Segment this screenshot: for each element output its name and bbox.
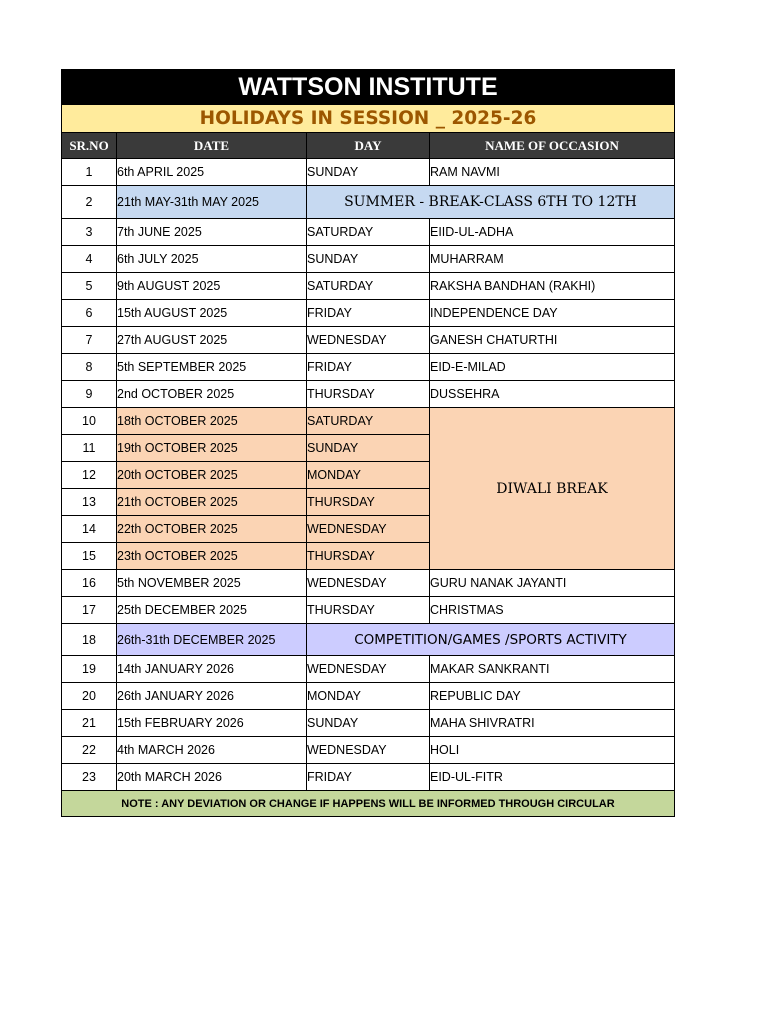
- date-cell: 20th OCTOBER 2025: [117, 462, 307, 489]
- sr-no-cell: 11: [62, 435, 117, 462]
- header-sr-no: SR.NO: [62, 133, 117, 159]
- day-cell: SUNDAY: [307, 710, 430, 737]
- diwali-break-cell: DIWALI BREAK: [430, 408, 675, 570]
- sr-no-cell: 4: [62, 246, 117, 273]
- table-row: [62, 246, 675, 273]
- date-cell: 25th DECEMBER 2025: [117, 597, 307, 624]
- day-cell: MONDAY: [307, 462, 430, 489]
- date-cell: 23th OCTOBER 2025: [117, 543, 307, 570]
- date-cell: 22th OCTOBER 2025: [117, 516, 307, 543]
- day-cell: WEDNESDAY: [307, 737, 430, 764]
- date-cell: 26th-31th DECEMBER 2025: [117, 624, 307, 656]
- occasion-cell: RAM NAVMI: [430, 159, 675, 186]
- occasion-cell: INDEPENDENCE DAY: [430, 300, 675, 327]
- occasion-cell: GANESH CHATURTHI: [430, 327, 675, 354]
- table-row: [62, 327, 675, 354]
- date-cell: 2nd OCTOBER 2025: [117, 381, 307, 408]
- table-row: [62, 354, 675, 381]
- sr-no-cell: 13: [62, 489, 117, 516]
- day-cell: WEDNESDAY: [307, 570, 430, 597]
- header-day: DAY: [307, 133, 430, 159]
- table-row: [62, 737, 675, 764]
- table-row: [62, 408, 675, 435]
- occasion-cell: RAKSHA BANDHAN (RAKHI): [430, 273, 675, 300]
- day-cell: THURSDAY: [307, 543, 430, 570]
- table-row: [62, 624, 675, 656]
- table-row: [62, 683, 675, 710]
- day-cell: FRIDAY: [307, 764, 430, 791]
- sr-no-cell: 3: [62, 219, 117, 246]
- date-cell: 27th AUGUST 2025: [117, 327, 307, 354]
- holiday-table: [61, 69, 675, 817]
- occasion-cell: CHRISTMAS: [430, 597, 675, 624]
- sr-no-cell: 15: [62, 543, 117, 570]
- day-cell: WEDNESDAY: [307, 327, 430, 354]
- date-cell: 15th AUGUST 2025: [117, 300, 307, 327]
- date-cell: 18th OCTOBER 2025: [117, 408, 307, 435]
- sr-no-cell: 9: [62, 381, 117, 408]
- day-cell: FRIDAY: [307, 354, 430, 381]
- sr-no-cell: 18: [62, 624, 117, 656]
- date-cell: 15th FEBRUARY 2026: [117, 710, 307, 737]
- sr-no-cell: 10: [62, 408, 117, 435]
- date-cell: 7th JUNE 2025: [117, 219, 307, 246]
- table-row: [62, 219, 675, 246]
- date-cell: 20th MARCH 2026: [117, 764, 307, 791]
- sr-no-cell: 2: [62, 186, 117, 219]
- day-cell: FRIDAY: [307, 300, 430, 327]
- occasion-cell: EIID-UL-ADHA: [430, 219, 675, 246]
- sr-no-cell: 22: [62, 737, 117, 764]
- sr-no-cell: 14: [62, 516, 117, 543]
- table-header-row: [62, 133, 675, 159]
- summer-break-cell: SUMMER - BREAK-CLASS 6TH TO 12TH: [307, 186, 675, 219]
- sports-activity-cell: COMPETITION/GAMES /SPORTS ACTIVITY: [307, 624, 675, 656]
- day-cell: THURSDAY: [307, 381, 430, 408]
- sr-no-cell: 6: [62, 300, 117, 327]
- table-row: [62, 381, 675, 408]
- day-cell: SUNDAY: [307, 246, 430, 273]
- date-cell: 21th MAY-31th MAY 2025: [117, 186, 307, 219]
- sr-no-cell: 17: [62, 597, 117, 624]
- date-cell: 4th MARCH 2026: [117, 737, 307, 764]
- sr-no-cell: 21: [62, 710, 117, 737]
- occasion-cell: MUHARRAM: [430, 246, 675, 273]
- day-cell: THURSDAY: [307, 489, 430, 516]
- date-cell: 14th JANUARY 2026: [117, 656, 307, 683]
- date-cell: 6th APRIL 2025: [117, 159, 307, 186]
- date-cell: 5th NOVEMBER 2025: [117, 570, 307, 597]
- date-cell: 26th JANUARY 2026: [117, 683, 307, 710]
- occasion-cell: EID-E-MILAD: [430, 354, 675, 381]
- occasion-cell: DUSSEHRA: [430, 381, 675, 408]
- day-cell: SUNDAY: [307, 159, 430, 186]
- date-cell: 6th JULY 2025: [117, 246, 307, 273]
- sr-no-cell: 19: [62, 656, 117, 683]
- table-row: [62, 570, 675, 597]
- sr-no-cell: 20: [62, 683, 117, 710]
- day-cell: WEDNESDAY: [307, 656, 430, 683]
- note-footer: NOTE : ANY DEVIATION OR CHANGE IF HAPPENS WILL BE INFORMED THROUGH CIRCULAR: [62, 791, 675, 817]
- occasion-cell: MAKAR SANKRANTI: [430, 656, 675, 683]
- sr-no-cell: 12: [62, 462, 117, 489]
- table-row: [62, 764, 675, 791]
- date-cell: 19th OCTOBER 2025: [117, 435, 307, 462]
- table-row: [62, 273, 675, 300]
- table-row: [62, 300, 675, 327]
- sr-no-cell: 8: [62, 354, 117, 381]
- header-occasion: NAME OF OCCASION: [430, 133, 675, 159]
- sr-no-cell: 7: [62, 327, 117, 354]
- day-cell: SATURDAY: [307, 408, 430, 435]
- session-subtitle: HOLIDAYS IN SESSION _ 2025-26: [62, 105, 675, 133]
- occasion-cell: MAHA SHIVRATRI: [430, 710, 675, 737]
- occasion-cell: REPUBLIC DAY: [430, 683, 675, 710]
- table-row: [62, 597, 675, 624]
- date-cell: 9th AUGUST 2025: [117, 273, 307, 300]
- occasion-cell: HOLI: [430, 737, 675, 764]
- day-cell: THURSDAY: [307, 597, 430, 624]
- table-row: [62, 710, 675, 737]
- table-row: [62, 186, 675, 219]
- sr-no-cell: 1: [62, 159, 117, 186]
- sr-no-cell: 16: [62, 570, 117, 597]
- table-row: [62, 159, 675, 186]
- header-date: DATE: [117, 133, 307, 159]
- day-cell: SUNDAY: [307, 435, 430, 462]
- day-cell: MONDAY: [307, 683, 430, 710]
- sr-no-cell: 5: [62, 273, 117, 300]
- date-cell: 5th SEPTEMBER 2025: [117, 354, 307, 381]
- day-cell: SATURDAY: [307, 273, 430, 300]
- institute-title: WATTSON INSTITUTE: [62, 70, 675, 105]
- date-cell: 21th OCTOBER 2025: [117, 489, 307, 516]
- sr-no-cell: 23: [62, 764, 117, 791]
- occasion-cell: GURU NANAK JAYANTI: [430, 570, 675, 597]
- table-row: [62, 656, 675, 683]
- day-cell: SATURDAY: [307, 219, 430, 246]
- occasion-cell: EID-UL-FITR: [430, 764, 675, 791]
- day-cell: WEDNESDAY: [307, 516, 430, 543]
